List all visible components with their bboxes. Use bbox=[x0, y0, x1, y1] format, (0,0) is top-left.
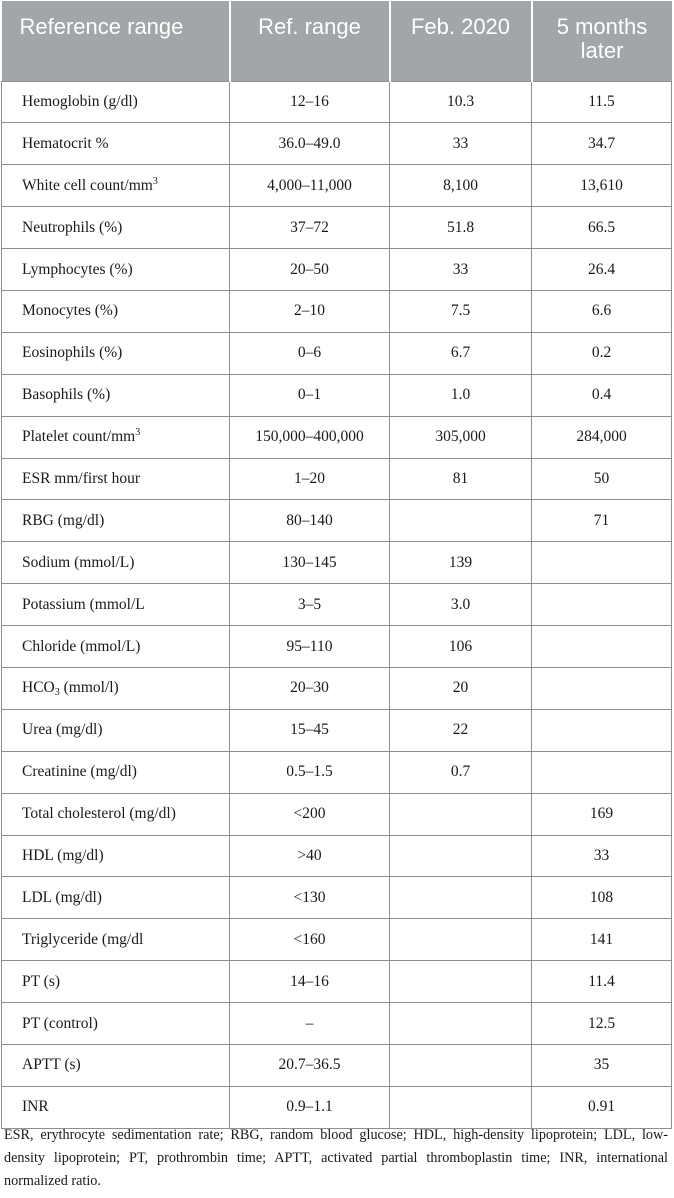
five-months-later-cell: 284,000 bbox=[532, 416, 672, 458]
table-row bbox=[2, 919, 672, 961]
feb-2020-cell: 106 bbox=[390, 626, 532, 668]
five-months-later-cell: 0.2 bbox=[532, 332, 672, 374]
five-months-later-cell: 34.7 bbox=[532, 123, 672, 165]
table-row bbox=[2, 877, 672, 919]
header-reference-range: Reference range bbox=[2, 1, 230, 81]
ref-range-cell: 0.5–1.5 bbox=[230, 751, 390, 793]
test-name-cell bbox=[2, 500, 230, 542]
table-row bbox=[2, 835, 672, 877]
ref-range-cell: 80–140 bbox=[230, 500, 390, 542]
test-name-cell bbox=[2, 793, 230, 835]
feb-2020-cell: 51.8 bbox=[390, 207, 532, 249]
table-row bbox=[2, 1086, 672, 1128]
test-name-cell bbox=[2, 919, 230, 961]
header-feb-2020: Feb. 2020 bbox=[390, 1, 532, 81]
test-name: Neutrophils (%) bbox=[22, 218, 123, 236]
table-row bbox=[2, 961, 672, 1003]
test-name-cell bbox=[2, 1086, 230, 1128]
test-name-cell bbox=[2, 961, 230, 1003]
feb-2020-cell: 3.0 bbox=[390, 584, 532, 626]
five-months-later-cell: 108 bbox=[532, 877, 672, 919]
table-row bbox=[2, 793, 672, 835]
five-months-later-cell bbox=[532, 584, 672, 626]
test-name: Basophils (%) bbox=[22, 386, 111, 404]
ref-range-cell: 20–50 bbox=[230, 249, 390, 291]
test-name: Chloride (mmol/L) bbox=[22, 637, 141, 655]
test-name-superscript: 3 bbox=[135, 427, 141, 439]
test-name: PT (control) bbox=[22, 1014, 98, 1032]
table-row bbox=[2, 165, 672, 207]
table-row bbox=[2, 709, 672, 751]
ref-range-cell: 36.0–49.0 bbox=[230, 123, 390, 165]
test-name: Lymphocytes (%) bbox=[22, 260, 133, 278]
test-name-cell bbox=[2, 709, 230, 751]
test-name-cell bbox=[2, 1044, 230, 1086]
five-months-later-cell bbox=[532, 626, 672, 668]
table-footnote: ESR, erythrocyte sedimentation rate; RBG, random blood glucose; HDL, high-density lipoprotein; LDL, low-density lipoprotein; PT, prothrombin time; APTT, activated partial thromboplastin time; INR, international normalized ratio. bbox=[4, 1127, 668, 1189]
table-row bbox=[2, 751, 672, 793]
feb-2020-cell bbox=[390, 919, 532, 961]
test-name-cell bbox=[2, 123, 230, 165]
test-name-cell bbox=[2, 667, 230, 709]
test-name: ESR mm/first hour bbox=[22, 469, 140, 487]
ref-range-cell: 0–6 bbox=[230, 332, 390, 374]
lab-results-table bbox=[1, 1, 672, 1129]
test-name: White cell count/mm bbox=[22, 176, 153, 194]
test-name: HDL (mg/dl) bbox=[22, 846, 104, 864]
five-months-later-cell: 50 bbox=[532, 458, 672, 500]
feb-2020-cell: 8,100 bbox=[390, 165, 532, 207]
ref-range-cell: <130 bbox=[230, 877, 390, 919]
table-row bbox=[2, 416, 672, 458]
table-row bbox=[2, 500, 672, 542]
five-months-later-cell: 169 bbox=[532, 793, 672, 835]
five-months-later-cell: 12.5 bbox=[532, 1003, 672, 1045]
ref-range-cell: 95–110 bbox=[230, 626, 390, 668]
table-row bbox=[2, 332, 672, 374]
ref-range-cell: <200 bbox=[230, 793, 390, 835]
test-name: Creatinine (mg/dl) bbox=[22, 763, 137, 781]
test-name: LDL (mg/dl) bbox=[22, 888, 102, 906]
table-row bbox=[2, 626, 672, 668]
ref-range-cell: 20.7–36.5 bbox=[230, 1044, 390, 1086]
table-row bbox=[2, 542, 672, 584]
feb-2020-cell bbox=[390, 877, 532, 919]
ref-range-cell: 150,000–400,000 bbox=[230, 416, 390, 458]
test-name: Potassium (mmol/L bbox=[22, 595, 145, 613]
table-row bbox=[2, 1044, 672, 1086]
ref-range-cell: >40 bbox=[230, 835, 390, 877]
ref-range-cell: 130–145 bbox=[230, 542, 390, 584]
test-name-suffix: (mmol/l) bbox=[59, 679, 119, 697]
test-name: Total cholesterol (mg/dl) bbox=[22, 805, 176, 823]
five-months-later-cell: 71 bbox=[532, 500, 672, 542]
ref-range-cell: 0–1 bbox=[230, 374, 390, 416]
table-row bbox=[2, 667, 672, 709]
test-name: Sodium (mmol/L) bbox=[22, 553, 135, 571]
test-name: Monocytes (%) bbox=[22, 302, 118, 320]
test-name-cell bbox=[2, 835, 230, 877]
feb-2020-cell: 10.3 bbox=[390, 81, 532, 123]
feb-2020-cell: 305,000 bbox=[390, 416, 532, 458]
header-5-months-later: 5 months later bbox=[532, 1, 672, 81]
feb-2020-cell: 81 bbox=[390, 458, 532, 500]
feb-2020-cell: 22 bbox=[390, 709, 532, 751]
five-months-later-cell bbox=[532, 751, 672, 793]
test-name-cell bbox=[2, 626, 230, 668]
ref-range-cell: 4,000–11,000 bbox=[230, 165, 390, 207]
feb-2020-cell: 1.0 bbox=[390, 374, 532, 416]
feb-2020-cell: 33 bbox=[390, 123, 532, 165]
feb-2020-cell: 20 bbox=[390, 667, 532, 709]
feb-2020-cell: 0.7 bbox=[390, 751, 532, 793]
table-row bbox=[2, 458, 672, 500]
five-months-later-cell bbox=[532, 542, 672, 584]
feb-2020-cell bbox=[390, 1003, 532, 1045]
test-name: Triglyceride (mg/dl bbox=[22, 930, 144, 948]
test-name: HCO bbox=[22, 679, 55, 697]
ref-range-cell: 37–72 bbox=[230, 207, 390, 249]
table-row bbox=[2, 374, 672, 416]
feb-2020-cell bbox=[390, 1086, 532, 1128]
test-name-cell bbox=[2, 877, 230, 919]
table-row bbox=[2, 123, 672, 165]
test-name-subscript: 3 bbox=[54, 687, 60, 699]
test-name-cell bbox=[2, 165, 230, 207]
test-name: Eosinophils (%) bbox=[22, 344, 123, 362]
table-row bbox=[2, 1003, 672, 1045]
feb-2020-cell bbox=[390, 793, 532, 835]
ref-range-cell: 15–45 bbox=[230, 709, 390, 751]
five-months-later-cell: 35 bbox=[532, 1044, 672, 1086]
header-row bbox=[2, 1, 672, 81]
five-months-later-cell: 33 bbox=[532, 835, 672, 877]
test-name-cell bbox=[2, 207, 230, 249]
test-name: PT (s) bbox=[22, 972, 61, 990]
test-name-cell bbox=[2, 249, 230, 291]
feb-2020-cell: 7.5 bbox=[390, 290, 532, 332]
five-months-later-cell: 6.6 bbox=[532, 290, 672, 332]
test-name: APTT (s) bbox=[22, 1056, 81, 1074]
table-row bbox=[2, 81, 672, 123]
feb-2020-cell: 33 bbox=[390, 249, 532, 291]
test-name: Urea (mg/dl) bbox=[22, 721, 103, 739]
five-months-later-cell bbox=[532, 667, 672, 709]
five-months-later-cell: 141 bbox=[532, 919, 672, 961]
ref-range-cell: <160 bbox=[230, 919, 390, 961]
test-name: Hemoglobin (g/dl) bbox=[22, 92, 138, 110]
table-row bbox=[2, 207, 672, 249]
table-row bbox=[2, 290, 672, 332]
feb-2020-cell: 6.7 bbox=[390, 332, 532, 374]
feb-2020-cell bbox=[390, 961, 532, 1003]
ref-range-cell: 20–30 bbox=[230, 667, 390, 709]
feb-2020-cell bbox=[390, 835, 532, 877]
test-name: INR bbox=[22, 1098, 49, 1116]
test-name-cell bbox=[2, 81, 230, 123]
table-body bbox=[2, 81, 672, 1128]
header-ref-range: Ref. range bbox=[230, 1, 390, 81]
five-months-later-cell: 0.91 bbox=[532, 1086, 672, 1128]
five-months-later-cell: 26.4 bbox=[532, 249, 672, 291]
test-name-cell bbox=[2, 290, 230, 332]
ref-range-cell: 1–20 bbox=[230, 458, 390, 500]
ref-range-cell: – bbox=[230, 1003, 390, 1045]
test-name: RBG (mg/dl) bbox=[22, 511, 105, 529]
test-name-cell bbox=[2, 1003, 230, 1045]
five-months-later-cell: 11.4 bbox=[532, 961, 672, 1003]
test-name: Platelet count/mm bbox=[22, 428, 136, 446]
test-name-cell bbox=[2, 458, 230, 500]
five-months-later-cell: 13,610 bbox=[532, 165, 672, 207]
feb-2020-cell bbox=[390, 500, 532, 542]
ref-range-cell: 2–10 bbox=[230, 290, 390, 332]
test-name-cell bbox=[2, 332, 230, 374]
ref-range-cell: 3–5 bbox=[230, 584, 390, 626]
test-name: Hematocrit % bbox=[22, 134, 109, 152]
ref-range-cell: 0.9–1.1 bbox=[230, 1086, 390, 1128]
five-months-later-cell: 0.4 bbox=[532, 374, 672, 416]
ref-range-cell: 12–16 bbox=[230, 81, 390, 123]
five-months-later-cell bbox=[532, 709, 672, 751]
test-name-cell bbox=[2, 416, 230, 458]
table-row bbox=[2, 249, 672, 291]
test-name-cell bbox=[2, 751, 230, 793]
table-row bbox=[2, 584, 672, 626]
test-name-cell bbox=[2, 374, 230, 416]
test-name-cell bbox=[2, 542, 230, 584]
five-months-later-cell: 66.5 bbox=[532, 207, 672, 249]
feb-2020-cell bbox=[390, 1044, 532, 1086]
ref-range-cell: 14–16 bbox=[230, 961, 390, 1003]
five-months-later-cell: 11.5 bbox=[532, 81, 672, 123]
test-name-cell bbox=[2, 584, 230, 626]
feb-2020-cell: 139 bbox=[390, 542, 532, 584]
test-name-superscript: 3 bbox=[152, 175, 158, 187]
